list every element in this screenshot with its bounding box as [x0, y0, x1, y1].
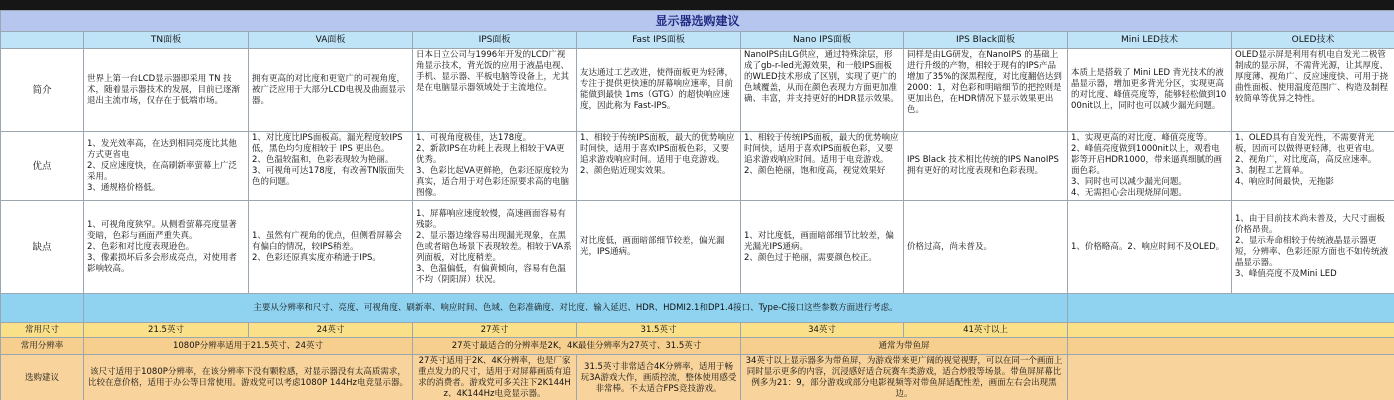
size-cell-34: 34英寸 — [741, 323, 904, 338]
cons-cell-ips: 1、屏幕响应速度较慢，高速画面容易有残影。 2、显示器边缘容易出现漏光现象，在黑色或者暗色场景下表现较差。相较于VA系列面板，对比度稍差。 3、色温偏低，有偏黄倾向，容易有色温不均（阴阳屏）状况。 — [413, 201, 577, 294]
row-label-advice: 选购建议 — [1, 355, 84, 400]
cons-cell-fast-ips: 对比度低，画面暗部细节较差，偏光漏光，IPS通病。 — [577, 201, 741, 294]
note-row-blank-right — [1068, 294, 1394, 323]
header-ips: IPS面板 — [413, 32, 577, 49]
size-cell-blank — [1068, 323, 1394, 338]
cons-cell-oled: 1、由于目前技术尚未普及，大尺寸面板价格昂贵。 2、显示寿命相较于传统液晶显示器更短，分辨率、色彩还原方面也不如传统液晶显示器。 3、峰值亮度不及Mini LED — [1232, 201, 1394, 294]
header-oled: OLED技术 — [1232, 32, 1394, 49]
pros-cell-fast-ips: 1、相较于传统IPS面板，最大的优势响应时间快，适用于喜欢IPS面板色彩，又要追求游戏响应时间。适用于电竞游戏。 2、颜色贴近现实效果。 — [577, 132, 741, 201]
intro-cell-ips: 日本日立公司与1996年开发的LCD广视角显示技术，背光饭的应用于液晶电视、手机、显示器、平板电脑等设备上，尤其是在电脑显示器领域处于主流地位。 — [413, 49, 577, 132]
row-label-resolution: 常用分辨率 — [1, 338, 84, 355]
cons-cell-mini-led: 1、价格略高。2、响应时间不及OLED。 — [1068, 201, 1232, 294]
advice-cell-27: 27英寸适用于2K、4K分辨率，也是厂家重点发力的尺寸，适用于对屏幕画质有追求的消费者。游戏党可多关注下2K144Hz、4K144Hz电竞显示器。 — [413, 355, 577, 400]
intro-cell-oled: OLED显示屏是利用有机电自发光二极管制成的显示屏，不需背光源，让其厚度、厚度薄、视角广、反应速度快、可用于挠曲性面板、使用温度范围广、构造及制程较简单等优异之特性。 — [1232, 49, 1394, 132]
header-mini-led: Mini LED技术 — [1068, 32, 1232, 49]
cons-cell-va: 1、虽然有广视角的优点，但侧看屏幕会有偏白的情况，较IPS稍差。 2、色彩还原真实度亦稍逊于IPS。 — [249, 201, 413, 294]
intro-cell-va: 拥有更高的对比度和更宽广的可视角度，被广泛应用于大部分LCD电视及曲面显示器。 — [249, 49, 413, 132]
cons-cell-ips-black: 价格过高，尚未普及。 — [904, 201, 1068, 294]
pros-cell-nano-ips: 1、相较于传统IPS面板，最大的优势响应时间快，适用于喜欢IPS面板色彩，又要追求游戏响应时间。适用于电竞游戏。 2、颜色艳丽，饱和度高，视觉效果好 — [741, 132, 904, 201]
sheet-title: 显示器选购建议 — [1, 11, 1394, 32]
pros-cell-ips-black: IPS Black 技术相比传统的IPS NanoIPS 拥有更好的对比度表现和色彩表现。 — [904, 132, 1068, 201]
row-label-intro: 简介 — [1, 49, 84, 132]
header-fast-ips: Fast IPS面板 — [577, 32, 741, 49]
size-cell-24: 24英寸 — [249, 323, 413, 338]
intro-cell-tn: 世界上第一台LCD显示器即采用 TN 技术，随着显示器技术的发展，目前已逐渐退出主流市场，仅存在于低端市场。 — [84, 49, 249, 132]
size-cell-27: 27英寸 — [413, 323, 577, 338]
intro-cell-fast-ips: 友达通过工艺改进，使得面板更为轻薄，专注于提供更快速的屏幕响应速率，目前能做到最快 1ms（GTG）的超快响应速度，因此称为 Fast-IPS。 — [577, 49, 741, 132]
pros-cell-tn: 1、发光效率高，在达到相同亮度比其他方式更省电 2、反应速度快，在高刷新率萤幕上广泛采用。 3、通规格价格低。 — [84, 132, 249, 201]
pros-cell-ips: 1、可视角度极佳，达178度。 2、新款IPS在功耗上表现上相较于VA更优秀。 3、色彩比起VA更鲜艳，色彩还原度较为真实，适合用于对色彩还原要求高的电脑图像。 — [413, 132, 577, 201]
row-label-cons: 缺点 — [1, 201, 84, 294]
resolution-cell-1080p: 1080P分辨率适用于21.5英寸、24英寸 — [84, 338, 413, 355]
size-cell-41-plus: 41英寸以上 — [904, 323, 1068, 338]
pros-cell-oled: 1、OLED具有自发光性，不需要背光板，因而可以做得更轻薄，也更省电。 2、视角广，对比度高，高反应速率。 3、制程工艺简单。 4、响应时间最快，无拖影 — [1232, 132, 1394, 201]
row-label-sizes: 常用尺寸 — [1, 323, 84, 338]
intro-cell-nano-ips: NanoIPS由LG供应，通过特殊涂层，形成了gb-r-led光源效果，和一般IPS面板的WLED技术形成了区别，实现了更广的色域覆盖，从而在颜色表现力方面更加准确、丰富，并支持更好的HDR显示效果。 — [741, 49, 904, 132]
advice-cell-ultrawide: 34英寸以上显示器多为带鱼屏，为游戏带来更广阔的视觉视野，可以在同一个画面上同时显示更多的内容，沉浸感好适合玩赛车类游戏，适合炒股等场景。带鱼屏屏幕比例多为21：9，部分游戏或部分电影视频等对带鱼屏适配性差，画面左右会出现黑边。 — [741, 355, 1068, 400]
monitor-buying-guide-table — [0, 10, 1394, 400]
advice-cell-31-5: 31.5英寸非常适合4K分辨率，适用于畅玩3A游戏大作，画质控流，整体使用感受非常棒。不太适合FPS竞技游戏。 — [577, 355, 741, 400]
resolution-cell-2k-4k: 27英寸最适合的分辨率是2K，4K最佳分辨率为27英寸、31.5英寸 — [413, 338, 741, 355]
header-tn: TN面板 — [84, 32, 249, 49]
advice-cell-1080p: 该尺寸适用于1080P分辨率，在该分辨率下没有颗粒感，对显示器没有太高质需求，比较在意价格，适用于办公等日常使用。游戏党可以考虑1080P 144Hz电竞显示器。 — [84, 355, 413, 400]
pros-cell-mini-led: 1、实现更高的对比度、峰值亮度等。 2、峰值亮度做到1000nit以上，观看电影等开启HDR1000，带来逼真细腻的画面色彩。 3、同时也可以减少漏光问题。 4、无需担心会出现烧屏问题。 — [1068, 132, 1232, 201]
header-nano-ips: Nano IPS面板 — [741, 32, 904, 49]
intro-cell-ips-black: 同样是由LG研发，在NanoIPS 的基础上进行升级的产物，相较于现有的IPS产品增加了35%的深黑程度，对比度翻倍达到2000：1，对色彩和明暗细节的把控则是更加出色，在HDR情况下显示效果更出色。 — [904, 49, 1068, 132]
cons-cell-tn: 1、可视角度狭窄。从侧看萤幕亮度显著变暗，色彩与画面严重失真。 2、色彩和对比度表现逊色。 3、像素损坏后多会形成亮点，对使用者影响较高。 — [84, 201, 249, 294]
top-bar — [0, 0, 1394, 10]
note-row-blank-left — [1, 294, 84, 323]
cons-cell-nano-ips: 1、对比度低，画面暗部细节比较差，偏光漏光IPS通病。 2、颜色过于艳丽，需要颜色校正。 — [741, 201, 904, 294]
advice-cell-blank — [1068, 355, 1394, 400]
size-cell-21-5: 21.5英寸 — [84, 323, 249, 338]
header-blank — [1, 32, 84, 49]
header-ips-black: IPS Black面板 — [904, 32, 1068, 49]
intro-cell-mini-led: 本质上是搭载了 Mini LED 背光技术的液晶显示器，增加更多背光分区，实现更高的对比度、峰值亮度等，能够轻松做到1000nit以上，同时也可以减少漏光问题。 — [1068, 49, 1232, 132]
selection-note: 主要从分辨率和尺寸、亮度、可视角度、刷新率、响应时间、色域、色彩准确度、对比度、输入延迟、HDR、HDMI2.1和DP1.4接口、Type-C接口这些参数方面进行考虑。 — [84, 294, 1068, 323]
resolution-cell-ultrawide: 通常为带鱼屏 — [741, 338, 1068, 355]
resolution-cell-blank — [1068, 338, 1394, 355]
pros-cell-va: 1、对比度比IPS面板高。漏光程度较IPS低，黑色均匀度相较于 IPS 更出色。 2、色温较温和，色彩表现较为艳丽。 3、可视角可达178度，有改善TN版面失色的问题。 — [249, 132, 413, 201]
header-va: VA面板 — [249, 32, 413, 49]
size-cell-31-5: 31.5英寸 — [577, 323, 741, 338]
row-label-pros: 优点 — [1, 132, 84, 201]
